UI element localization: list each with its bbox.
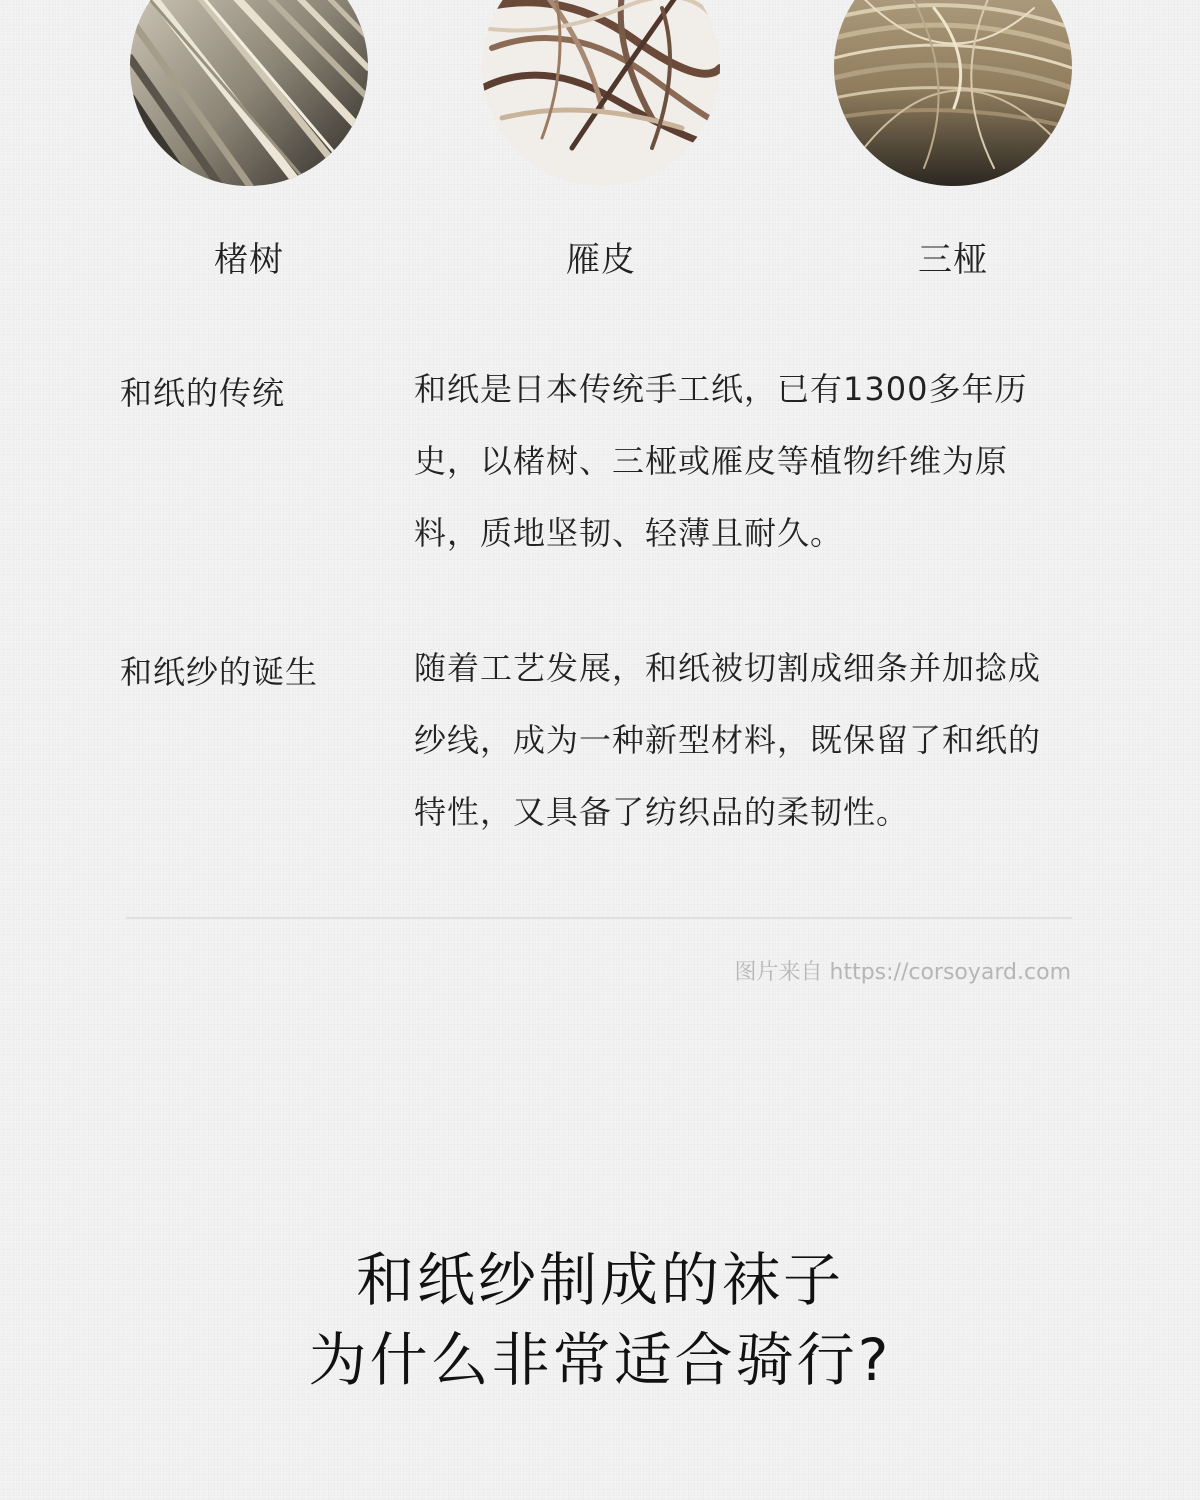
fiber-label-gampi: 雁皮 bbox=[566, 240, 636, 280]
fiber-label-kozo: 楮树 bbox=[214, 240, 284, 280]
section-title-tradition: 和纸的传统 bbox=[120, 374, 286, 412]
gampi-fiber-image bbox=[482, 0, 720, 186]
mitsumata-fiber-photo bbox=[834, 0, 1072, 186]
section-body-tradition bbox=[414, 353, 1084, 569]
paragraph-line: 随着工艺发展，和纸被切割成细条并加捻成 bbox=[414, 649, 1042, 687]
paragraph-line: 料，质地坚韧、轻薄且耐久。 bbox=[414, 514, 844, 552]
credit-label: 图片来自 bbox=[734, 960, 823, 985]
credit-link[interactable]: https://corsoyard.com bbox=[829, 960, 1071, 985]
section-body-birth bbox=[414, 632, 1084, 848]
paragraph-line: 和纸是日本传统手工纸，已有1300多年历 bbox=[414, 370, 1028, 408]
heading-line-1: 和纸纱制成的袜子 bbox=[355, 1246, 844, 1314]
gampi-fiber-photo bbox=[482, 0, 720, 186]
mitsumata-fiber-image bbox=[834, 0, 1072, 186]
kozo-fiber-photo bbox=[130, 0, 368, 186]
kozo-fiber-image bbox=[130, 0, 368, 186]
paragraph-line: 史，以楮树、三桠或雁皮等植物纤维为原 bbox=[414, 442, 1009, 480]
paragraph-line: 特性，又具备了纺织品的柔韧性。 bbox=[414, 793, 910, 831]
section-title-birth: 和纸纱的诞生 bbox=[120, 653, 319, 691]
paragraph-line: 纱线，成为一种新型材料，既保留了和纸的 bbox=[414, 721, 1042, 759]
heading-line-2: 为什么非常适合骑行? bbox=[308, 1326, 892, 1394]
fiber-label-mitsumata: 三桠 bbox=[918, 240, 988, 280]
divider bbox=[126, 917, 1072, 919]
image-credit bbox=[735, 955, 1072, 986]
